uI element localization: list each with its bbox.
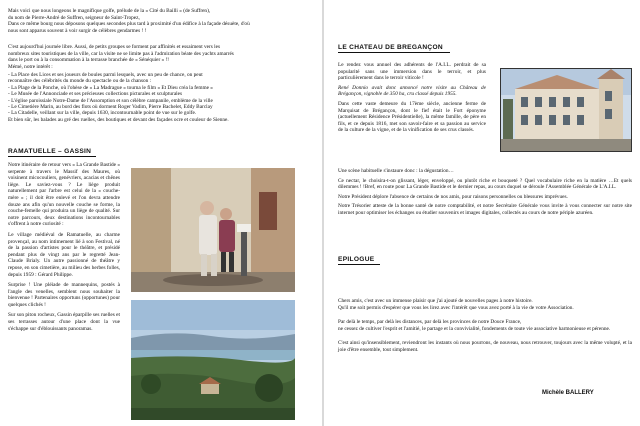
list-item: - La Citadelle, veillant sur la ville, depuis 1630, incontournable point de vue sur le golfe. <box>8 110 197 117</box>
para2-line: nombreux sites touristiques de la ville, car la visite ne se limite pas à l'admiration béate des yachts amarrés <box>8 50 234 57</box>
intro-line: nous sont apparus souvent à voir surgir de célèbres gendarmes ! ! <box>8 27 147 34</box>
intro-line: Dans ce même bourg nous déposons quelques secondes plus tard à proximité d'un édifice à la façade désuète, d'où <box>8 21 250 28</box>
panorama-photo-icon <box>131 300 295 420</box>
bregancon-paragraph: Le rendez vous annuel des adhérents de l'A.I.L. perdrait de sa popularité sans une immersion dans le terroir, et plus particulièrement dans le terroir viticole ! <box>338 62 486 82</box>
list-item: - La Plage de la Ponche, où l'ohèse de « La Madrague » tourna le film « Et Dieu créa la femme » <box>8 84 213 91</box>
signature: Michèle BALLERY <box>542 390 594 396</box>
epilogue-paragraph: Qu'il me soit permis d'espérer que vous les lirez avec l'intérêt que vous avez porté à la vie de votre Association. <box>338 304 574 311</box>
para3: Et bien sûr, les balades au gré des ruelles, des boutiques et devant des façades ocre et couleur de Sienne. <box>8 116 229 123</box>
epilogue-paragraph: Par delà le temps, par delà les distances, par delà les provinces de notre Douce France, <box>338 319 522 326</box>
sites-list <box>8 72 314 123</box>
section-underline <box>338 264 380 265</box>
para2-line: C'est aujourd'hui journée libre. Aussi, de petits groupes se forment par affinités et essaiment vers les <box>8 44 221 50</box>
list-item: - La Place des Lices et ses joueurs de boules parmi lesquels, avec un peu de chance, on peut <box>8 72 203 78</box>
bregancon-column <box>338 62 486 137</box>
col-paragraph: Le village médiéval de Ramatuelle, au charme provençal, au nom intimement lié à son Festival, né de la passion d'artistes pour le théâtre, et présidé pendant plus de vingt ans par le regretté Jean-Claude Brialy. Un autre passionné de théâtre y repose, en son cimetière, au milieu des herbes folles, depuis 1959 : Gérard Philippe. <box>8 231 120 278</box>
street-photo-icon <box>131 168 295 292</box>
para2-block <box>8 44 314 70</box>
bregancon-paragraph: Notre Trésorier atteste de la bonne santé de notre comptabilité, et notre Secrétaire Générale vous invite à vous connecter sur notre site internet pour optimiser les échanges ou étudier souvenirs et images digitales, collectés au cours de notre périple azuréen. <box>338 203 632 216</box>
photo-gassin-panorama <box>131 300 295 420</box>
col-paragraph: Surprise ! Une pléiade de mannequins, postés à l'angle des venelles, semblent nous souhaiter la bienvenue ! Partenaires opportuns (opportunes) pour quelques clichés ! <box>8 282 120 308</box>
chateau-photo-icon <box>501 69 631 151</box>
right-page <box>324 0 640 426</box>
intro-line: Mais voici que nous longeons le magnifique golfe, prélude de la « Cité du Bailli » (de Suffren), <box>8 8 211 14</box>
col-paragraph: Sur son piton rocheux, Gassin éparpille ses ruelles et ses terrasses autour d'une place dont la vue s'échappe sur d'éblouissants panoramas. <box>8 312 120 332</box>
list-item: - Le Musée de l'Annonciade et ses précieuses collections picturales et sculpturales <box>8 91 183 98</box>
bregancon-paragraph: René Donnio avait donc annoncé notre visite au Château de Brégançon, vignoble de 350 ha, cru classé depuis 1955. <box>338 84 486 98</box>
intro-block <box>8 8 314 34</box>
col-paragraph: Notre itinéraire de retour vers « La Grande Bastide » serpente à travers le Massif des Maures, où voisinent micocouliers, genévriers, acacias et chênes liège. Le saviez-vous ? Le liège produit naturellement par l'arbre est celui de la « couche-mère » ; il doit être enlevé et l'on devra attendre douze ans afin qu'un nouvelle couche se forme, la couche-femelle qui produira un liège de qualité. Sur notre parcours, deux destinations incontournables s'offrent à notre curiosité : <box>8 162 120 228</box>
bregancon-paragraph: Ce nectar, le choisira-t-on glissant, léger, enveloppé, ou plutôt riche et bouqueté ? Quel vocabulaire riche en la matière …Et quels dilemmes ! !Bref, en route pour La Grande Bastide et le dernier repas, au cours duquel se déroule l'Assemblée Générale de L'A.I.L. <box>338 177 632 191</box>
bregancon-continued <box>338 168 632 217</box>
photo-ramatuelle-street <box>131 168 295 292</box>
para2-line: dans le port ou à la consommation à la terrasse branchée de « Sénéquier » !! <box>8 57 170 64</box>
intro-line: du nom de Pierre-André de Suffren, seigneur de Saint-Tropez, <box>8 14 140 21</box>
list-item: - Le Cimetière Marin, au bord des flots où dorment Roger Vadim, Pierre Bachelet, Eddy Barclay <box>8 104 213 111</box>
para2-line: Mémé, notre intérêt : <box>8 63 53 70</box>
section-title-ramatuelle: RAMATUELLE – GASSIN <box>8 148 92 155</box>
bregancon-paragraph: Dans cette vaste demeure du 17ème siècle, ancienne ferme de Marquisat de Brégançon, dont le fief était le Fort éponyme (actuellement Résidence Présidentielle), la même famille, de père en fils, et ce depuis 1816, met son savoir-faire et sa passion au service de la culture de la vigne, et de la vinification de ses crus classés. <box>338 100 486 134</box>
section-title-bregancon: LE CHATEAU DE BREGANÇON <box>338 44 443 51</box>
section-underline <box>338 52 450 53</box>
section-title-epilogue: EPILOGUE <box>338 256 375 263</box>
section-underline <box>8 156 96 157</box>
ramatuelle-column <box>8 162 120 332</box>
list-item: reconnaître des célébrités du monde du spectacle ou de la chanson : <box>8 78 152 85</box>
bregancon-paragraph: Notre Président déplore l'absence de certains de nos amis, pour raisons personnelles ou blessures imprévues. <box>338 193 568 200</box>
epilogue-paragraph: ne cessez de cultiver l'esprit et l'amitié, le partage et la convivialité, fondements de toute vie associative harmonieuse et pérenne. <box>338 325 611 332</box>
epilogue-paragraph: Chers amis, c'est avec un immense plaisir que j'ai ajouté de nouvelles pages à notre histoire. <box>338 298 533 304</box>
photo-chateau-bregancon <box>500 68 632 152</box>
list-item: - L'église paroissiale Notre-Dame de l'Assomption et son célèbre campanile, emblème de la ville <box>8 97 213 104</box>
epilogue-paragraph: C'est ainsi qu'insensiblement, reviendront les instants où nous pourrons, de nouveau, nous retrouver, toujours avec la même volupté, et la joie d'être ensemble, tout simplement. <box>338 340 632 353</box>
bregancon-paragraph: Une scène habituelle s'instaure donc : la dégustation… <box>338 168 454 174</box>
epilogue-text <box>338 298 632 354</box>
